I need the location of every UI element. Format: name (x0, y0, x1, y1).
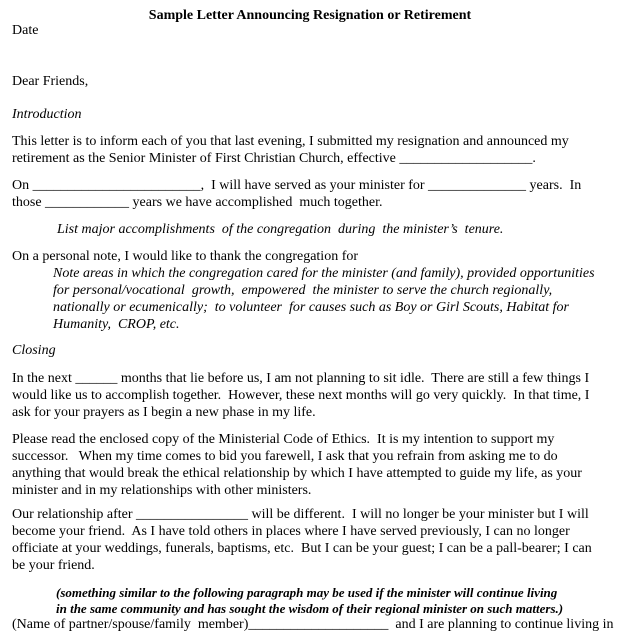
closing-paragraph-3-line-3: officiate at your weddings, funerals, baptisms, etc. But I can be your guest; I can be a pall-bearer; I can (12, 541, 592, 556)
closing-paragraph-1-line-1: In the next ______ months that lie before us, I am not planning to sit idle. There are still a few things I (12, 371, 590, 386)
personal-note-line: On a personal note, I would like to thank the congregation for (12, 249, 359, 264)
salutation: Dear Friends, (12, 74, 89, 89)
closing-heading: Closing (12, 343, 56, 358)
closing-paragraph-2-line-3: anything that would break the ethical relationship by which I have attempted to guide my life, as your (12, 466, 582, 481)
introduction-heading: Introduction (12, 107, 82, 122)
closing-paragraph-3-line-2: become your friend. As I have told others in places where I have served previously, I can no longer (12, 524, 570, 539)
accomplishments-note: List major accomplishments of the congregation during the minister’s tenure. (57, 222, 504, 237)
closing-paragraph-2-line-4: minister and in my relationships with other ministers. (12, 483, 312, 498)
letter-page (12, 0, 614, 632)
intro-paragraph-1-line-2: retirement as the Senior Minister of First Christian Church, effective ___________________. (12, 151, 536, 166)
closing-paragraph-1-line-2: would like us to accomplish together. However, these next months will go very quickly. In that time, I (12, 388, 590, 403)
intro-paragraph-2-line-2: those ____________ years we have accomplished much together. (12, 195, 383, 210)
closing-paragraph-1-line-3: ask for your prayers as I begin a new phase in my life. (12, 405, 316, 420)
closing-paragraph-2-line-1: Please read the enclosed copy of the Ministerial Code of Ethics. It is my intention to support my (12, 432, 555, 447)
instruction-note-line-2: in the same community and has sought the wisdom of their regional minister on such matters.) (56, 601, 564, 616)
personal-note-detail-3: nationally or ecumenically; to volunteer for causes such as Boy or Girl Scouts, Habitat for (53, 300, 569, 315)
instruction-note-line-1: (something similar to the following paragraph may be used if the minister will continue living (56, 585, 558, 600)
closing-paragraph-3-line-1: Our relationship after ________________ will be different. I will no longer be your minister but I will (12, 507, 589, 522)
personal-note-detail-4: Humanity, CROP, etc. (53, 317, 180, 332)
intro-paragraph-1-line-1: This letter is to inform each of you that last evening, I submitted my resignation and announced my (12, 134, 569, 149)
personal-note-detail-2: for personal/vocational growth, empowered the minister to serve the church regionally, (53, 283, 553, 298)
closing-paragraph-3-line-4: be your friend. (12, 558, 95, 573)
closing-paragraph-2-line-2: successor. When my time comes to bid you farewell, I ask that you refrain from asking me to do (12, 449, 558, 464)
date-label: Date (12, 23, 39, 38)
intro-paragraph-2-line-1: On ________________________, I will have served as your minister for ______________ years. In (12, 178, 582, 193)
letter-title: Sample Letter Announcing Resignation or Retirement (148, 8, 472, 23)
personal-note-detail-1: Note areas in which the congregation cared for the minister (and family), provided opportunities (53, 266, 595, 281)
partner-line: (Name of partner/spouse/family member)____________________ and I are planning to continue living in (12, 617, 614, 632)
